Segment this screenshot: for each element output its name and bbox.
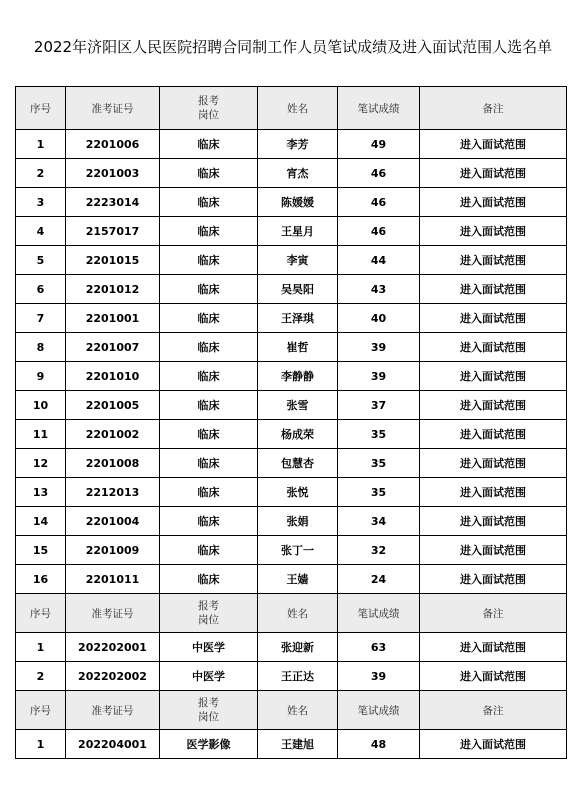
header-exam-no: 准考证号: [66, 594, 160, 633]
cell-post: 临床: [160, 304, 258, 333]
table-header-row: [16, 594, 567, 633]
cell-note: 进入面试范围: [420, 304, 567, 333]
cell-note: 进入面试范围: [420, 449, 567, 478]
header-post: [160, 594, 258, 633]
header-post-line1: 报考: [198, 95, 219, 107]
cell-note: 进入面试范围: [420, 420, 567, 449]
cell-name: 王星月: [258, 217, 338, 246]
table-row: [16, 449, 567, 478]
cell-exam-no: 2201007: [66, 333, 160, 362]
cell-name: 李芳: [258, 130, 338, 159]
header-exam-no: 准考证号: [66, 691, 160, 730]
header-post-line2: 岗位: [198, 109, 219, 121]
cell-seq: 12: [16, 449, 66, 478]
cell-seq: 10: [16, 391, 66, 420]
cell-score: 49: [338, 130, 420, 159]
cell-note: 进入面试范围: [420, 536, 567, 565]
cell-seq: 9: [16, 362, 66, 391]
table-row: [16, 188, 567, 217]
cell-note: 进入面试范围: [420, 507, 567, 536]
cell-note: 进入面试范围: [420, 478, 567, 507]
cell-seq: 1: [16, 633, 66, 662]
cell-score: 48: [338, 730, 420, 759]
cell-score: 63: [338, 633, 420, 662]
cell-score: 44: [338, 246, 420, 275]
header-exam-no: 准考证号: [66, 87, 160, 130]
table-row: [16, 246, 567, 275]
header-name: 姓名: [258, 594, 338, 633]
cell-score: 46: [338, 188, 420, 217]
table-row: [16, 536, 567, 565]
header-post: [160, 691, 258, 730]
table-row: [16, 730, 567, 759]
table-header-row: [16, 87, 567, 130]
cell-post: 临床: [160, 217, 258, 246]
cell-name: 张雪: [258, 391, 338, 420]
cell-exam-no: 2201009: [66, 536, 160, 565]
cell-post: 临床: [160, 507, 258, 536]
cell-name: 李寅: [258, 246, 338, 275]
cell-name: 张悦: [258, 478, 338, 507]
header-score: 笔试成绩: [338, 594, 420, 633]
score-table: [15, 86, 567, 759]
table-row: [16, 391, 567, 420]
cell-seq: 8: [16, 333, 66, 362]
cell-post: 中医学: [160, 633, 258, 662]
header-note: 备注: [420, 691, 567, 730]
cell-exam-no: 2201008: [66, 449, 160, 478]
header-score: 笔试成绩: [338, 691, 420, 730]
cell-seq: 11: [16, 420, 66, 449]
header-seq: 序号: [16, 691, 66, 730]
cell-exam-no: 2201010: [66, 362, 160, 391]
cell-score: 46: [338, 159, 420, 188]
cell-seq: 2: [16, 662, 66, 691]
cell-note: 进入面试范围: [420, 730, 567, 759]
cell-post: 临床: [160, 275, 258, 304]
cell-seq: 14: [16, 507, 66, 536]
cell-note: 进入面试范围: [420, 662, 567, 691]
cell-name: 杨成荣: [258, 420, 338, 449]
cell-score: 37: [338, 391, 420, 420]
table-row: [16, 217, 567, 246]
table-header-row: [16, 691, 567, 730]
header-name: 姓名: [258, 87, 338, 130]
header-score: 笔试成绩: [338, 87, 420, 130]
cell-name: 包慧杏: [258, 449, 338, 478]
header-seq: 序号: [16, 594, 66, 633]
cell-name: 张迎新: [258, 633, 338, 662]
header-post-line1: 报考: [198, 600, 219, 612]
cell-score: 35: [338, 420, 420, 449]
cell-exam-no: 2201012: [66, 275, 160, 304]
cell-exam-no: 2157017: [66, 217, 160, 246]
cell-note: 进入面试范围: [420, 565, 567, 594]
cell-exam-no: 2201015: [66, 246, 160, 275]
cell-seq: 2: [16, 159, 66, 188]
table-row: [16, 362, 567, 391]
cell-score: 39: [338, 662, 420, 691]
cell-name: 王正达: [258, 662, 338, 691]
table-row: [16, 478, 567, 507]
cell-exam-no: 2201001: [66, 304, 160, 333]
cell-seq: 6: [16, 275, 66, 304]
cell-name: 张娟: [258, 507, 338, 536]
cell-score: 35: [338, 449, 420, 478]
cell-score: 46: [338, 217, 420, 246]
cell-score: 34: [338, 507, 420, 536]
cell-exam-no: 202204001: [66, 730, 160, 759]
cell-score: 40: [338, 304, 420, 333]
cell-note: 进入面试范围: [420, 362, 567, 391]
cell-exam-no: 2212013: [66, 478, 160, 507]
cell-post: 临床: [160, 159, 258, 188]
cell-score: 32: [338, 536, 420, 565]
table-row: [16, 304, 567, 333]
cell-exam-no: 2201002: [66, 420, 160, 449]
cell-note: 进入面试范围: [420, 633, 567, 662]
cell-post: 临床: [160, 188, 258, 217]
cell-exam-no: 2201003: [66, 159, 160, 188]
cell-note: 进入面试范围: [420, 391, 567, 420]
cell-name: 王建旭: [258, 730, 338, 759]
header-note: 备注: [420, 594, 567, 633]
cell-note: 进入面试范围: [420, 159, 567, 188]
cell-name: 王嫱: [258, 565, 338, 594]
cell-name: 宵杰: [258, 159, 338, 188]
page-title: 2022年济阳区人民医院招聘合同制工作人员笔试成绩及进入面试范围人选名单: [33, 38, 553, 56]
cell-note: 进入面试范围: [420, 333, 567, 362]
cell-post: 临床: [160, 391, 258, 420]
cell-score: 43: [338, 275, 420, 304]
cell-post: 临床: [160, 362, 258, 391]
cell-seq: 7: [16, 304, 66, 333]
table-row: [16, 333, 567, 362]
cell-seq: 4: [16, 217, 66, 246]
table-row: [16, 565, 567, 594]
cell-post: 临床: [160, 536, 258, 565]
header-post-line2: 岗位: [198, 614, 219, 626]
cell-score: 35: [338, 478, 420, 507]
header-post-line2: 岗位: [198, 711, 219, 723]
header-post: [160, 87, 258, 130]
cell-seq: 13: [16, 478, 66, 507]
cell-exam-no: 2223014: [66, 188, 160, 217]
cell-seq: 5: [16, 246, 66, 275]
table-row: [16, 130, 567, 159]
table-row: [16, 633, 567, 662]
cell-name: 陈媛媛: [258, 188, 338, 217]
table-row: [16, 507, 567, 536]
cell-post: 临床: [160, 246, 258, 275]
cell-seq: 15: [16, 536, 66, 565]
cell-name: 王泽琪: [258, 304, 338, 333]
cell-exam-no: 2201006: [66, 130, 160, 159]
cell-post: 临床: [160, 130, 258, 159]
cell-note: 进入面试范围: [420, 275, 567, 304]
cell-seq: 16: [16, 565, 66, 594]
header-note: 备注: [420, 87, 567, 130]
header-post-line1: 报考: [198, 697, 219, 709]
cell-post: 临床: [160, 420, 258, 449]
cell-score: 24: [338, 565, 420, 594]
cell-seq: 1: [16, 730, 66, 759]
table-row: [16, 420, 567, 449]
header-seq: 序号: [16, 87, 66, 130]
cell-exam-no: 2201004: [66, 507, 160, 536]
cell-post: 临床: [160, 333, 258, 362]
cell-note: 进入面试范围: [420, 188, 567, 217]
cell-post: 临床: [160, 478, 258, 507]
cell-seq: 3: [16, 188, 66, 217]
cell-exam-no: 2201011: [66, 565, 160, 594]
cell-post: 临床: [160, 449, 258, 478]
table-row: [16, 275, 567, 304]
header-name: 姓名: [258, 691, 338, 730]
cell-exam-no: 202202001: [66, 633, 160, 662]
cell-note: 进入面试范围: [420, 217, 567, 246]
table-row: [16, 662, 567, 691]
cell-score: 39: [338, 362, 420, 391]
cell-name: 李静静: [258, 362, 338, 391]
cell-name: 吴昊阳: [258, 275, 338, 304]
cell-post: 临床: [160, 565, 258, 594]
cell-name: 崔哲: [258, 333, 338, 362]
cell-exam-no: 202202002: [66, 662, 160, 691]
cell-note: 进入面试范围: [420, 246, 567, 275]
cell-note: 进入面试范围: [420, 130, 567, 159]
cell-post: 中医学: [160, 662, 258, 691]
cell-seq: 1: [16, 130, 66, 159]
cell-post: 医学影像: [160, 730, 258, 759]
table-row: [16, 159, 567, 188]
cell-name: 张丁一: [258, 536, 338, 565]
cell-score: 39: [338, 333, 420, 362]
cell-exam-no: 2201005: [66, 391, 160, 420]
